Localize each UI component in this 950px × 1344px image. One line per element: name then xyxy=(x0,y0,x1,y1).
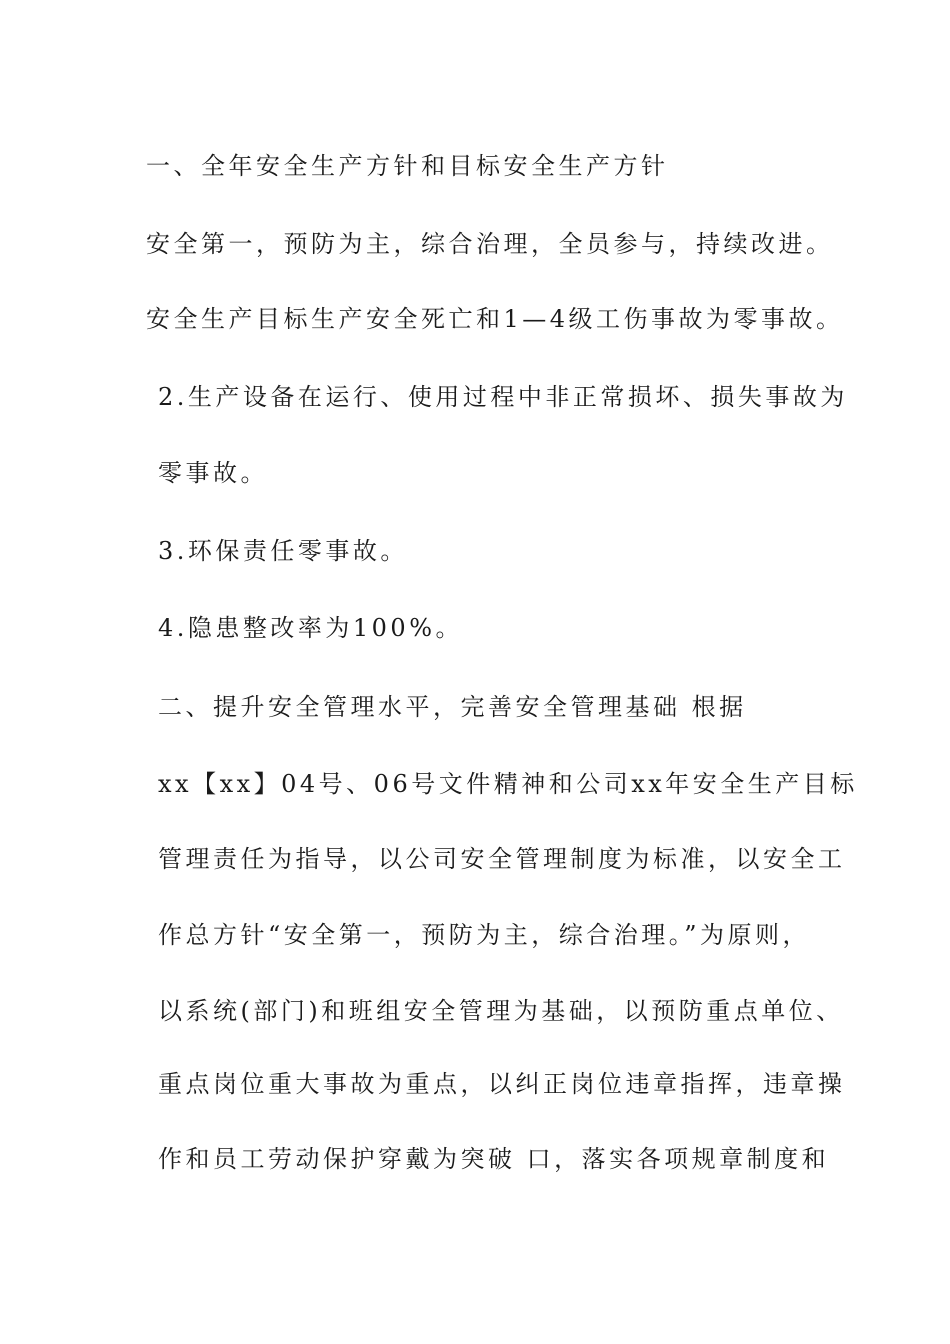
paragraph-line: xx【xx】04号、06号文件精神和公司xx年安全生产目标 xyxy=(158,770,858,798)
section-heading-1: 一、全年安全生产方针和目标安全生产方针 xyxy=(146,152,669,180)
paragraph-line: 安全生产目标生产安全死亡和1—4级工伤事故为零事故。 xyxy=(146,305,844,333)
list-item-2-cont: 零事故。 xyxy=(158,459,268,487)
list-item-4: 4.隐患整改率为100%。 xyxy=(158,614,464,642)
paragraph-line: 管理责任为指导，以公司安全管理制度为标准，以安全工 xyxy=(158,845,846,873)
list-item-3: 3.环保责任零事故。 xyxy=(158,537,408,565)
paragraph-line: 重点岗位重大事故为重点，以纠正岗位违章指挥，违章操 xyxy=(158,1070,846,1098)
paragraph-line: 作总方针“安全第一，预防为主，综合治理。”为原则， xyxy=(158,921,811,949)
paragraph-line: 作和员工劳动保护穿戴为突破 口，落实各项规章制度和 xyxy=(158,1145,830,1173)
paragraph-line: 以系统(部门)和班组安全管理为基础，以预防重点单位、 xyxy=(158,997,844,1025)
section-heading-2: 二、提升安全管理水平，完善安全管理基础 根据 xyxy=(158,693,747,721)
list-item-2: 2.生产设备在运行、使用过程中非正常损坏、损失事故为 xyxy=(158,383,848,411)
paragraph-line: 安全第一，预防为主，综合治理，全员参与，持续改进。 xyxy=(146,230,834,258)
